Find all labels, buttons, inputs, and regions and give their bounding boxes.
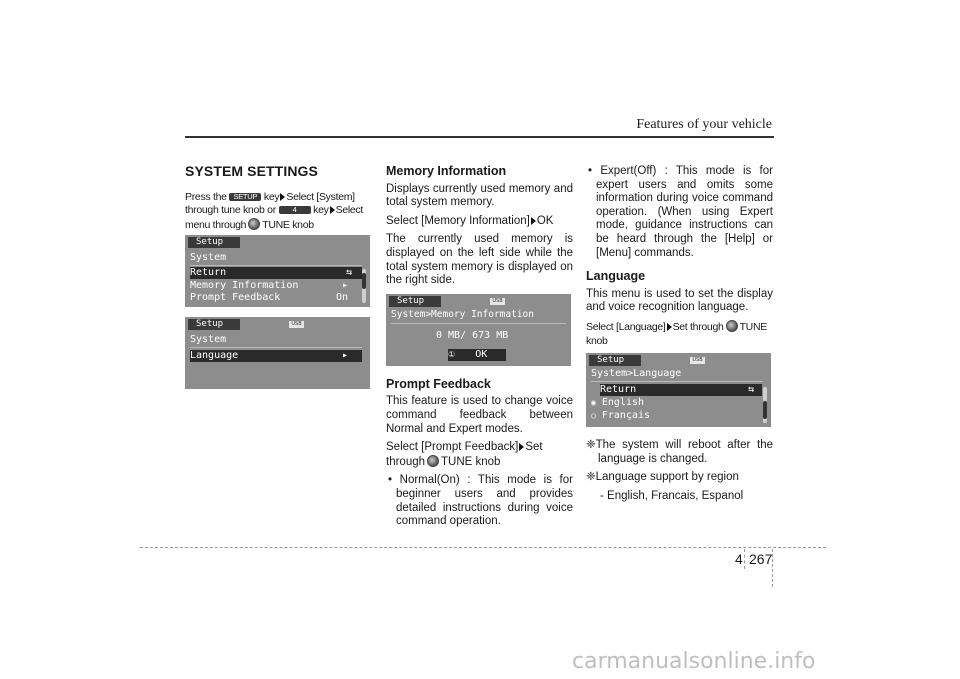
ok-button[interactable] <box>448 349 506 361</box>
text-select-memory: Select [Memory Information] <box>386 214 530 227</box>
screen-title: System <box>190 334 227 346</box>
return-icon: ⇆ <box>345 267 352 279</box>
screen-memory-information <box>386 294 571 366</box>
row-label: Language <box>190 350 239 362</box>
arrow-right-icon <box>667 323 672 331</box>
number-1-icon: ① <box>448 349 456 359</box>
arrow-right-icon <box>519 443 524 451</box>
text-through: through <box>386 455 426 468</box>
tune-knob-icon <box>726 320 738 332</box>
text-set-through: Set through <box>672 320 724 333</box>
row-label: English <box>601 397 645 409</box>
heading-prompt-feedback: Prompt Feedback <box>386 376 491 391</box>
scroll-thumb[interactable] <box>362 273 366 289</box>
text-press: Press the <box>185 190 227 203</box>
screen-row-language[interactable] <box>190 350 362 362</box>
header-title: Features of your vehicle <box>636 117 772 132</box>
ok-label: OK <box>475 348 488 360</box>
text-key-2: key <box>313 204 329 217</box>
region-note: ❈Language support by region <box>586 471 739 484</box>
usb-icon: USB <box>490 298 505 305</box>
prompt-feedback-instruction <box>386 441 573 469</box>
text-tune-knob: TUNE knob <box>441 455 501 468</box>
text-tune-knob: TUNE knob <box>586 320 767 347</box>
text-select-language: Select [Language] <box>586 320 666 333</box>
screen-row-francais[interactable] <box>591 410 763 422</box>
watermark: carmanualsonline.info <box>572 649 816 674</box>
text-through-tune: through tune knob or <box>185 204 276 217</box>
scroll-thumb[interactable] <box>763 401 767 419</box>
expert-mode-text: Expert(Off) : This mode is for expert users and omits some information during voice command operation. (When using Expert mode, guidance instructions can be heard through the [Help] or [Menu] commands. <box>596 165 773 259</box>
chevron-right-icon: ▸ <box>341 350 348 362</box>
screen-divider <box>190 265 362 266</box>
screen-language <box>586 353 771 427</box>
screen-tab: Setup <box>589 355 641 366</box>
radio-unselected-icon: ○ <box>591 411 596 421</box>
screen-tab: Setup <box>389 296 441 307</box>
row-label: Français <box>601 410 651 422</box>
heading-memory-information: Memory Information <box>386 164 507 178</box>
scrollbar[interactable] <box>362 269 366 303</box>
text-menu-through: menu through <box>185 218 247 231</box>
memory-value: 0 MB/ 673 MB <box>436 329 509 341</box>
screen-system-menu <box>185 235 370 307</box>
screen-title: System>Memory Information <box>391 308 534 320</box>
text-set: Set <box>525 441 543 454</box>
normal-mode-text: Normal(On) : This mode is for beginner users and provides detailed instructions during voice command operation. <box>396 474 573 528</box>
screen-row-memory-information[interactable] <box>190 280 362 292</box>
language-list: - English, Francais, Espanol <box>600 489 744 502</box>
row-label: Prompt Feedback <box>190 292 281 304</box>
screen-title: System <box>190 252 227 264</box>
tune-knob-icon <box>427 455 439 467</box>
arrow-right-icon <box>531 217 536 225</box>
row-label: Memory Information <box>190 280 299 292</box>
screen-tab: Setup <box>188 237 240 248</box>
text-ok: OK <box>536 214 554 227</box>
column-system-settings <box>185 160 372 397</box>
instruction-system <box>185 191 372 233</box>
column-memory-prompt <box>386 160 573 534</box>
language-instruction <box>586 320 773 348</box>
header-rule <box>185 136 774 138</box>
prompt-feedback-description: This feature is used to change voice command feedback between Normal and Expert modes. <box>386 395 573 435</box>
chapter-number: 4 <box>735 551 743 567</box>
language-description: This menu is used to set the display and voice recognition language. <box>586 287 773 314</box>
heading-system-settings: SYSTEM SETTINGS <box>185 163 318 179</box>
setup-key-icon: SETUP <box>229 193 261 201</box>
screen-row-english[interactable] <box>591 397 763 409</box>
text-select: Select <box>335 204 363 217</box>
text-tune-knob: TUNE knob <box>262 218 314 231</box>
page-number: 267 <box>749 551 773 567</box>
screen-row-return[interactable] <box>190 267 362 279</box>
screen-row-return[interactable] <box>600 384 762 396</box>
memory-detail: The currently used memory is displayed on the left side while the total system memory is displayed on the right side. <box>386 233 573 287</box>
screen-row-prompt-feedback[interactable] <box>190 292 362 304</box>
memory-select-instruction <box>386 215 573 229</box>
screen-tab: Setup <box>188 319 240 330</box>
key-4-icon: 4 <box>279 206 311 214</box>
expert-mode-bullet: • Expert(Off) : This mode is for expert users and omits some information during voice command operation. (When using Expert mode, guidance instructions can be heard through the [Help] or [Menu] commands. <box>588 165 773 259</box>
chevron-right-icon: ▸ <box>341 280 348 292</box>
row-label: Return <box>190 267 227 279</box>
memory-description: Displays currently used memory and total system memory. <box>386 182 573 209</box>
radio-selected-icon: ◉ <box>591 398 596 408</box>
return-icon: ⇆ <box>747 384 754 396</box>
usb-icon: USB <box>289 321 304 328</box>
arrow-right-icon <box>280 193 285 201</box>
text-select-prompt: Select [Prompt Feedback] <box>386 441 519 454</box>
text-key: key <box>263 190 280 203</box>
usb-icon: USB <box>690 357 705 364</box>
screen-system-language <box>185 317 370 389</box>
scrollbar[interactable] <box>763 387 767 423</box>
text-select-system: Select [System] <box>286 190 355 203</box>
footer-rule <box>140 547 826 548</box>
normal-mode-bullet: • Normal(On) : This mode is for beginner users and provides detailed instructions during voice command operation. <box>388 474 573 528</box>
screen-divider <box>391 323 566 324</box>
tune-knob-icon <box>248 218 260 230</box>
column-expert-language <box>586 165 773 509</box>
footer-divider-short <box>744 549 745 569</box>
reboot-note: ❈The system will reboot after the language is changed. <box>586 439 773 465</box>
screen-title: System>Language <box>591 368 682 380</box>
heading-language: Language <box>586 269 646 284</box>
screen-divider <box>190 347 362 348</box>
row-value: On <box>335 292 348 304</box>
row-label: Return <box>600 384 637 396</box>
screen-divider <box>591 381 763 382</box>
arrow-right-icon <box>330 206 335 214</box>
